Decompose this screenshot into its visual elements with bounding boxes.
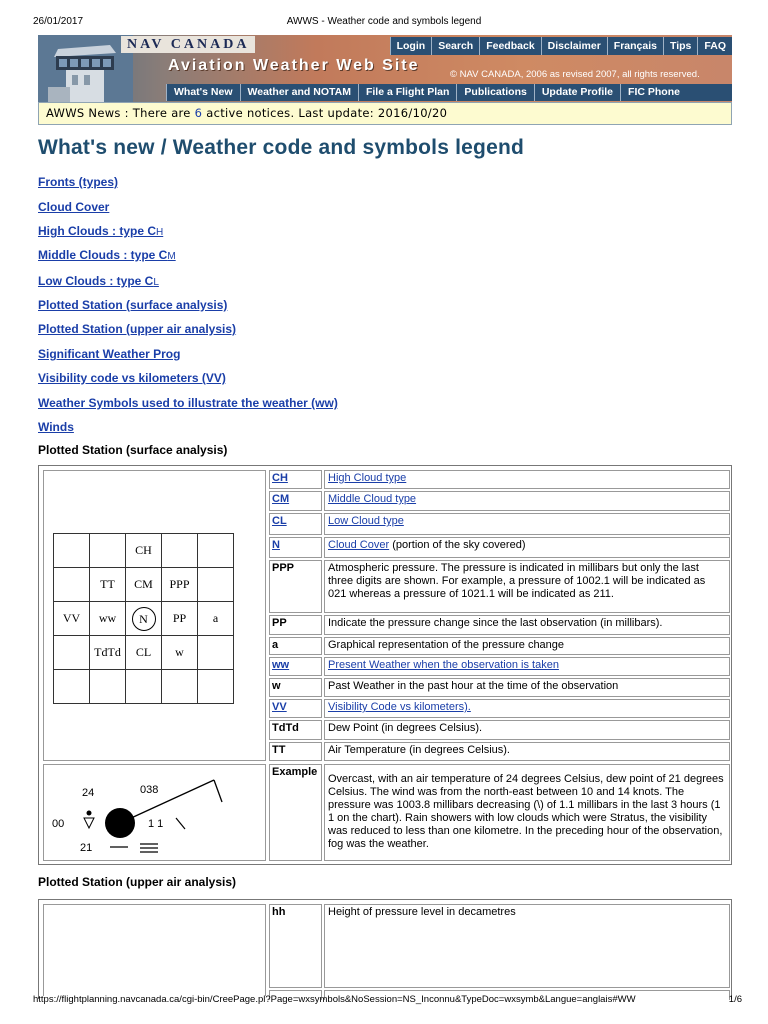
code-ch bbox=[269, 470, 322, 489]
grid-tdtd: TdTd bbox=[90, 636, 126, 670]
code-example: Example bbox=[269, 764, 322, 861]
code-ppp: PPP bbox=[269, 560, 322, 613]
code-pp: PP bbox=[269, 615, 322, 635]
station-diagram bbox=[43, 470, 266, 761]
grid-cl: CL bbox=[126, 636, 162, 670]
desc-link[interactable]: Present Weather when the observation is taken bbox=[328, 659, 559, 671]
desc-ww bbox=[324, 657, 730, 676]
code-link[interactable]: CH bbox=[272, 472, 288, 484]
print-title: AWWS - Weather code and symbols legend bbox=[286, 16, 482, 27]
toc-visibility[interactable]: Visibility code vs kilometers (VV) bbox=[38, 371, 226, 385]
code-tt: TT bbox=[269, 742, 322, 761]
toc-item bbox=[38, 198, 109, 216]
toc-item bbox=[38, 394, 338, 412]
toc-sig-weather[interactable]: Significant Weather Prog bbox=[38, 347, 181, 361]
menu-weather-notam[interactable]: Weather and NOTAM bbox=[240, 84, 358, 101]
overcast-circle-icon bbox=[105, 808, 135, 838]
menu-file-flight-plan[interactable]: File a Flight Plan bbox=[358, 84, 456, 101]
rain-shower-icon bbox=[87, 811, 92, 816]
print-url: https://flightplanning.navcanada.ca/cgi-bin/CreePage.pl?Page=wxsymbols&NoSession=NS_Inconnu&TypeDoc=wxsymb&Langue=anglais#WW bbox=[33, 994, 636, 1005]
desc-a: Graphical representation of the pressure change bbox=[324, 637, 730, 655]
grid-vv: VV bbox=[54, 602, 90, 636]
search-link[interactable]: Search bbox=[431, 37, 479, 55]
desc-vv bbox=[324, 699, 730, 718]
example-vis: 00 bbox=[52, 818, 65, 830]
grid-ch-text: CH bbox=[135, 543, 152, 557]
grid-cell bbox=[54, 568, 90, 602]
grid-n bbox=[126, 602, 162, 636]
desc-link[interactable]: High Cloud type bbox=[328, 472, 407, 484]
toc-item bbox=[38, 246, 176, 264]
example-temp: 24 bbox=[82, 787, 95, 799]
desc-w: Past Weather in the past hour at the time of the observation bbox=[324, 678, 730, 697]
example-pressure: 038 bbox=[140, 784, 159, 796]
example-dew: 21 bbox=[80, 842, 93, 854]
code-tdtd: TdTd bbox=[269, 720, 322, 740]
code-link[interactable]: CM bbox=[272, 493, 290, 505]
code-cl bbox=[269, 513, 322, 535]
grid-cell bbox=[198, 534, 234, 568]
brand-logo[interactable]: NAV CANADA bbox=[121, 36, 255, 53]
code-cm bbox=[269, 491, 322, 511]
grid-cell bbox=[198, 568, 234, 602]
copyright: © NAV CANADA, 2006 as revised 2007, all rights reserved. bbox=[450, 69, 700, 80]
desc-extra: (portion of the sky covered) bbox=[389, 539, 526, 551]
station-circle-icon: N bbox=[132, 607, 156, 631]
top-links bbox=[390, 37, 732, 55]
page-title: What's new / Weather code and symbols legend bbox=[38, 136, 525, 159]
desc-ppp: Atmospheric pressure. The pressure is indicated in millibars but only the last three digits are shown. For example, a pressure of 1002.1 will be indicated as 021 whereas a pressure of 1021.1 will be indicated as 211. bbox=[324, 560, 730, 613]
grid-cell bbox=[90, 534, 126, 568]
desc-pp: Indicate the pressure change since the last observation (in millibars). bbox=[324, 615, 730, 635]
grid-cm: CM bbox=[126, 568, 162, 602]
toc-item bbox=[38, 222, 163, 240]
example-pp: 1 1 bbox=[148, 818, 164, 830]
code-link[interactable]: ww bbox=[272, 659, 290, 671]
desc-link[interactable]: Middle Cloud type bbox=[328, 493, 417, 505]
desc-tdtd: Dew Point (in degrees Celsius). bbox=[324, 720, 730, 740]
grid-cell bbox=[126, 670, 162, 704]
code-ww bbox=[269, 657, 322, 676]
grid-ppp: PPP bbox=[162, 568, 198, 602]
desc-n bbox=[324, 537, 730, 558]
code-a: a bbox=[269, 637, 322, 655]
toc-item bbox=[38, 369, 226, 387]
toc-item bbox=[38, 272, 159, 290]
toc-middle-clouds[interactable] bbox=[38, 248, 176, 262]
desc-tt: Air Temperature (in degrees Celsius). bbox=[324, 742, 730, 761]
grid-pp: PP bbox=[162, 602, 198, 636]
grid-cell bbox=[198, 636, 234, 670]
site-banner bbox=[38, 35, 732, 102]
grid-a: a bbox=[198, 602, 234, 636]
toc-sub: L bbox=[153, 277, 159, 288]
desc-link[interactable]: Visibility Code vs kilometers). bbox=[328, 701, 471, 713]
grid-cell bbox=[90, 670, 126, 704]
code-link[interactable]: N bbox=[272, 539, 280, 551]
faq-link[interactable]: FAQ bbox=[697, 37, 732, 55]
grid-ch bbox=[126, 534, 162, 568]
grid-cell bbox=[54, 534, 90, 568]
desc-example: Overcast, with an air temperature of 24 degrees Celsius, dew point of 21 degrees Celsius. The wind was from the north-east between 10 and 14 knots. The pressure was 1003.8 millibars decreasing (\) of 1.1 millibars in the last 3 hours (1 1 on the chart). Rain showers with low clouds which were Stratus, the visibility was reduced to less than one kilometre. In the preceding hour of the observation, fog was the weather. bbox=[324, 764, 730, 861]
toc-cloud-cover[interactable]: Cloud Cover bbox=[38, 200, 110, 214]
upper-diagram bbox=[43, 904, 266, 996]
news-suffix: active notices. Last update: 2016/10/20 bbox=[202, 106, 448, 120]
toc-label: Middle Clouds : type C bbox=[38, 248, 168, 262]
toc-plotted-surface[interactable]: Plotted Station (surface analysis) bbox=[38, 298, 228, 312]
surface-heading: Plotted Station (surface analysis) bbox=[38, 443, 228, 457]
grid-cell bbox=[198, 670, 234, 704]
grid-tt: TT bbox=[90, 568, 126, 602]
toc-fronts[interactable]: Fronts (types) bbox=[38, 175, 119, 189]
menu-fic-phone[interactable]: FIC Phone bbox=[620, 84, 687, 101]
grid-ww: ww bbox=[90, 602, 126, 636]
toc-weather-symbols[interactable]: Weather Symbols used to illustrate the weather (ww) bbox=[38, 396, 338, 410]
code-hh: hh bbox=[269, 904, 322, 988]
code-vv bbox=[269, 699, 322, 718]
toc-item bbox=[38, 320, 236, 338]
code-n bbox=[269, 537, 322, 558]
toc-high-clouds[interactable] bbox=[38, 224, 163, 238]
code-link[interactable]: CL bbox=[272, 515, 287, 527]
code-link[interactable]: VV bbox=[272, 701, 287, 713]
desc-cm bbox=[324, 491, 730, 511]
toc-item bbox=[38, 173, 118, 191]
main-menu bbox=[166, 84, 732, 101]
tips-link[interactable]: Tips bbox=[663, 37, 697, 55]
desc-hh: Height of pressure level in decametres bbox=[324, 904, 730, 988]
toc-low-clouds[interactable] bbox=[38, 274, 159, 288]
feedback-link[interactable]: Feedback bbox=[479, 37, 540, 55]
menu-publications[interactable]: Publications bbox=[456, 84, 533, 101]
grid-cell bbox=[54, 670, 90, 704]
toc-item bbox=[38, 296, 227, 314]
control-tower-icon bbox=[38, 35, 133, 102]
surface-table bbox=[38, 465, 732, 865]
desc-cl bbox=[324, 513, 730, 535]
upper-table bbox=[38, 899, 732, 999]
shower-triangle-icon bbox=[84, 818, 94, 828]
desc-ch bbox=[324, 470, 730, 489]
news-count-link[interactable]: 6 bbox=[194, 106, 203, 120]
example-diagram bbox=[43, 764, 266, 861]
toc-sub: H bbox=[156, 227, 164, 238]
pressure-falling-icon bbox=[176, 818, 185, 829]
menu-update-profile[interactable]: Update Profile bbox=[534, 84, 620, 101]
station-grid bbox=[53, 533, 234, 704]
desc-link[interactable]: Low Cloud type bbox=[328, 515, 404, 527]
login-link[interactable]: Login bbox=[390, 37, 432, 55]
francais-link[interactable]: Français bbox=[607, 37, 663, 55]
grid-cell bbox=[162, 534, 198, 568]
print-date: 26/01/2017 bbox=[33, 16, 84, 27]
desc-link[interactable]: Cloud Cover bbox=[328, 539, 390, 551]
toc-sub: M bbox=[167, 251, 176, 262]
news-bar bbox=[38, 102, 732, 125]
toc-label: Low Clouds : type C bbox=[38, 274, 154, 288]
code-w: w bbox=[269, 678, 322, 697]
upper-heading: Plotted Station (upper air analysis) bbox=[38, 875, 237, 889]
grid-cell bbox=[162, 670, 198, 704]
menu-whats-new[interactable]: What's New bbox=[166, 84, 240, 101]
wind-barb bbox=[214, 780, 222, 802]
grid-w: w bbox=[162, 636, 198, 670]
toc-item bbox=[38, 418, 74, 436]
example-station-plot bbox=[44, 765, 265, 860]
print-page: 1/6 bbox=[728, 994, 742, 1005]
disclaimer-link[interactable]: Disclaimer bbox=[541, 37, 607, 55]
toc-plotted-upper[interactable]: Plotted Station (upper air analysis) bbox=[38, 322, 237, 336]
grid-cell bbox=[54, 636, 90, 670]
toc-label: High Clouds : type C bbox=[38, 224, 156, 238]
site-title: Aviation Weather Web Site bbox=[168, 57, 420, 74]
toc-winds[interactable]: Winds bbox=[38, 420, 74, 434]
toc-item bbox=[38, 345, 180, 363]
news-prefix: AWWS News : There are bbox=[46, 106, 195, 120]
